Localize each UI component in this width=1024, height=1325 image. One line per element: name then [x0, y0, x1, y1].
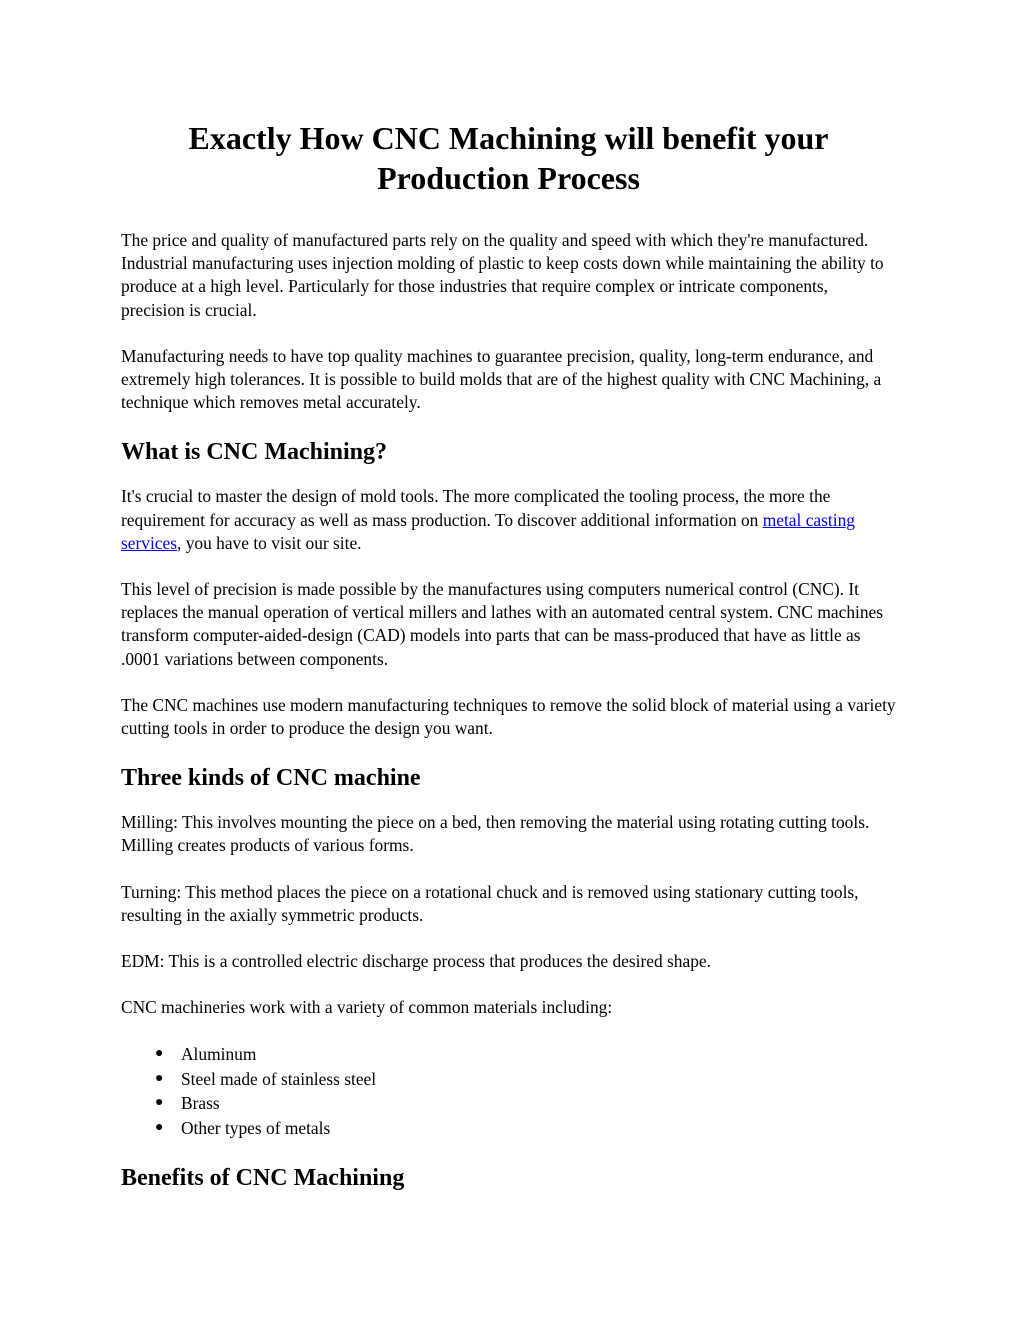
list-item	[155, 1042, 896, 1067]
what-is-cnc-paragraph-3: The CNC machines use modern manufacturing techniques to remove the solid block of material using a variety cutting tools in order to produce the design you want.	[121, 694, 896, 739]
document-title	[121, 118, 896, 198]
bullet-icon: ●	[155, 1119, 164, 1135]
materials-intro-paragraph: CNC machineries work with a variety of common materials including:	[121, 997, 613, 1018]
bullet-icon: ●	[155, 1046, 164, 1062]
list-item	[155, 1116, 896, 1141]
document-page	[121, 118, 896, 1211]
bullet-icon: ●	[155, 1070, 164, 1086]
document-title-line-1: Exactly How CNC Machining will benefit your	[188, 120, 829, 156]
list-item	[155, 1067, 896, 1092]
section-heading-what-is-cnc: What is CNC Machining?	[121, 439, 388, 466]
list-item-text: Steel made of stainless steel	[181, 1068, 377, 1089]
list-item-text: Brass	[181, 1093, 220, 1114]
bullet-icon: ●	[155, 1095, 164, 1111]
what-is-cnc-paragraph-1	[121, 485, 896, 555]
metal-casting-services-link[interactable]: metal casting services	[121, 509, 855, 553]
intro-paragraph-2: Manufacturing needs to have top quality machines to guarantee precision, quality, long-term endurance, and extremely high tolerances. It is possible to build molds that are of the highest quality with CNC Machining, a technique which removes metal accurately.	[121, 345, 882, 413]
paragraph-text-after-link: , you have to visit our site.	[177, 532, 362, 553]
list-item-text: Other types of metals	[181, 1117, 331, 1138]
turning-paragraph: Turning: This method places the piece on a rotational chuck and is removed using stationary cutting tools, resulting in the axially symmetric products.	[121, 881, 859, 925]
section-heading-three-kinds: Three kinds of CNC machine	[121, 765, 421, 792]
materials-list	[121, 1042, 896, 1140]
list-item	[155, 1091, 896, 1116]
document-title-line-2: Production Process	[377, 160, 640, 196]
what-is-cnc-paragraph-2: This level of precision is made possible by the manufactures using computers numerical control (CNC). It replaces the manual operation of vertical millers and lathes with an automated central system. CNC machines transform computer-aided-design (CAD) models into parts that can be mass-produced that have as little as .0001 variations between components.	[121, 579, 884, 669]
section-heading-benefits: Benefits of CNC Machining	[121, 1165, 405, 1192]
intro-paragraph-1: The price and quality of manufactured parts rely on the quality and speed with which they're manufactured. Industrial manufacturing uses injection molding of plastic to keep costs down while maintaining the ability to produce at a high level. Particularly for those industries that require complex or intricate components, precision is crucial.	[121, 230, 884, 320]
edm-paragraph: EDM: This is a controlled electric discharge process that produces the desired shape.	[121, 951, 711, 972]
milling-paragraph: Milling: This involves mounting the piece on a bed, then removing the material using rotating cutting tools. Milling creates products of various forms.	[121, 812, 870, 856]
paragraph-text-before-link: It's crucial to master the design of mold tools. The more complicated the tooling process, the more the requirement for accuracy as well as mass production. To discover additional information on	[121, 486, 831, 530]
list-item-text: Aluminum	[181, 1044, 257, 1065]
